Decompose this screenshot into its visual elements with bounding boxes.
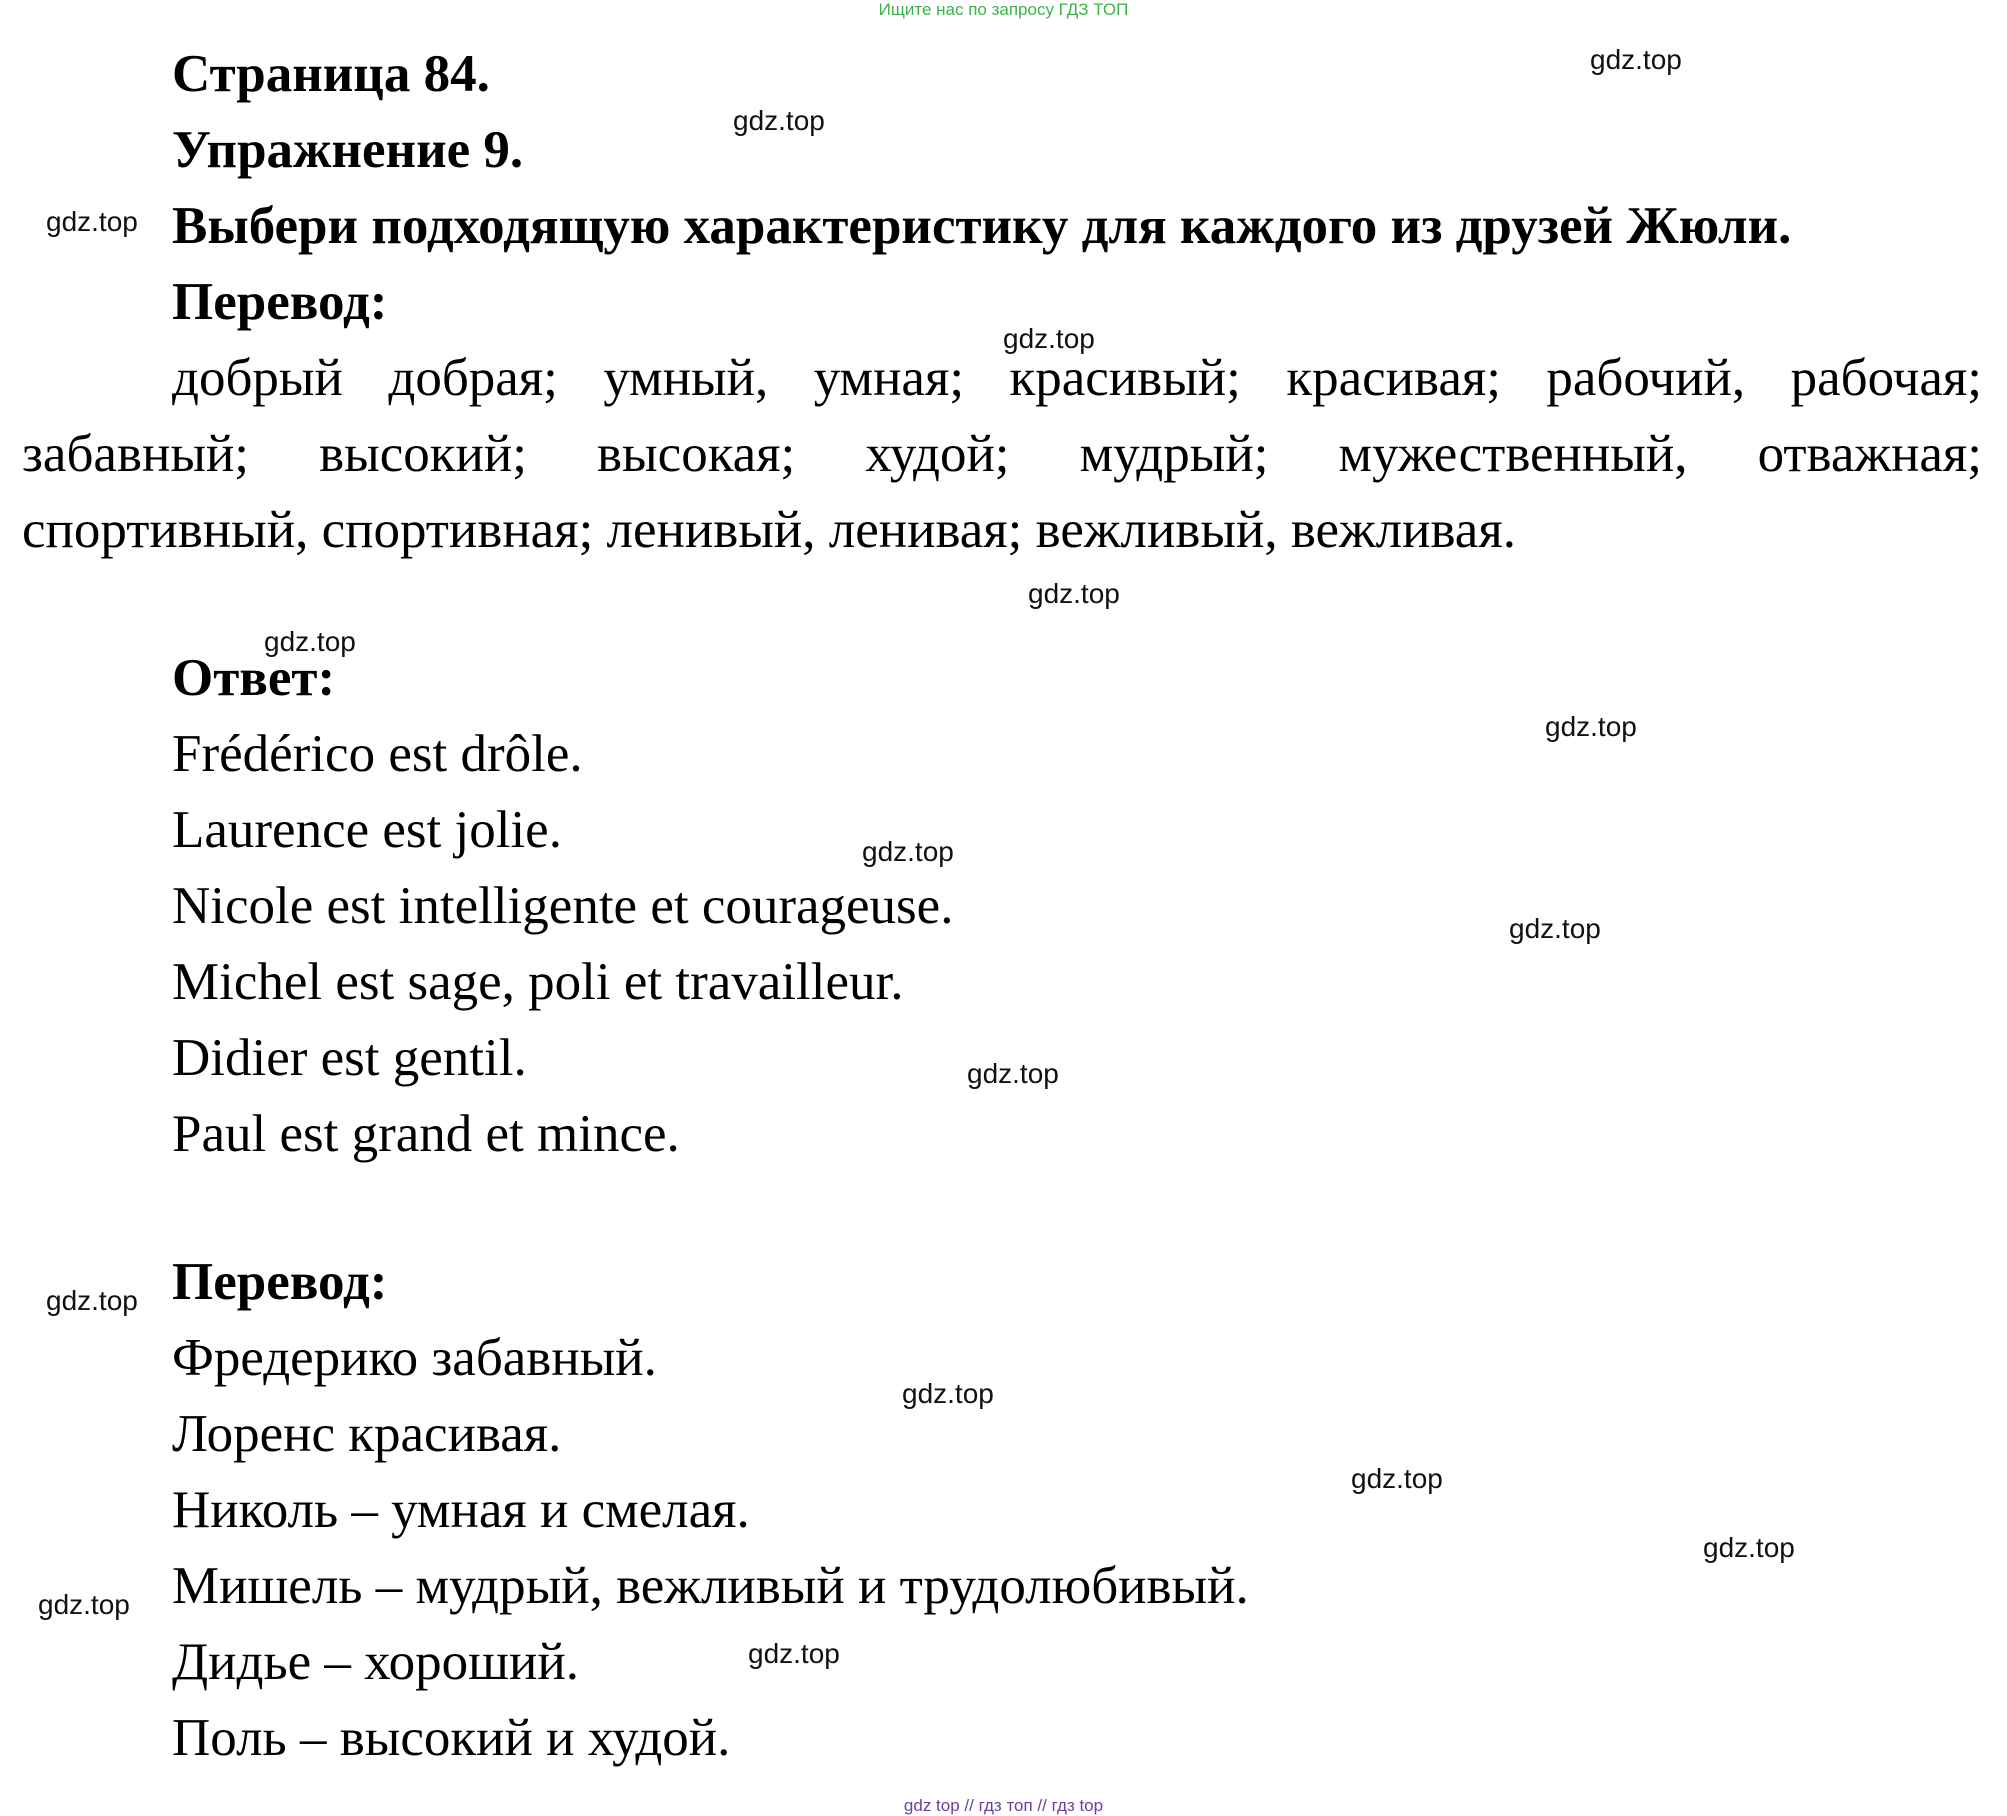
vocab-line-3: спортивный, спортивная; ленивый, ленивая; вежливый, вежливая.: [22, 501, 1516, 559]
translation-line-3: Николь – умная и смелая.: [172, 1481, 750, 1539]
translation-line-6: Поль – высокий и худой.: [172, 1709, 731, 1767]
vocab-line-2: забавный; высокий; высокая; худой; мудрый; мужественный, отважная;: [22, 425, 1982, 483]
watermark: gdz.top: [38, 1589, 130, 1620]
watermark: gdz.top: [264, 626, 356, 657]
answer-translation-label: Перевод:: [172, 1253, 388, 1311]
watermark: gdz.top: [862, 836, 954, 867]
answer-line-5: Didier est gentil.: [172, 1029, 527, 1087]
watermark: gdz.top: [1545, 711, 1637, 742]
answer-line-3: Nicole est intelligente et courageuse.: [172, 877, 954, 935]
watermark: gdz.top: [967, 1058, 1059, 1089]
page-heading: Страница 84.: [172, 45, 490, 103]
answer-line-4: Michel est sage, poli et travailleur.: [172, 953, 904, 1011]
watermark: gdz.top: [1590, 44, 1682, 75]
watermark: gdz.top: [46, 1285, 138, 1316]
answer-line-2: Laurence est jolie.: [172, 801, 562, 859]
vocab-line-1: добрый добрая; умный, умная; красивый; красивая; рабочий, рабочая;: [172, 349, 1982, 407]
watermark: gdz.top: [902, 1378, 994, 1409]
task-text: Выбери подходящую характеристику для каждого из друзей Жюли.: [172, 197, 1792, 255]
translation-line-4: Мишель – мудрый, вежливый и трудолюбивый.: [172, 1557, 1249, 1615]
exercise-heading: Упражнение 9.: [172, 121, 524, 179]
answer-line-1: Frédérico est drôle.: [172, 725, 583, 783]
watermark: gdz.top: [1703, 1532, 1795, 1563]
watermark: gdz.top: [1351, 1463, 1443, 1494]
watermark: gdz.top: [1509, 913, 1601, 944]
watermark: gdz.top: [46, 206, 138, 237]
watermark: gdz.top: [1028, 578, 1120, 609]
bottom-banner: gdz top // гдз топ // гдз top: [903, 1796, 1104, 1815]
translation-line-2: Лоренс красивая.: [172, 1405, 562, 1463]
translation-line-1: Фредерико забавный.: [172, 1329, 657, 1387]
top-banner: Ищите нас по запросу ГДЗ ТОП: [878, 0, 1129, 19]
watermark: gdz.top: [733, 105, 825, 136]
answer-line-6: Paul est grand et mince.: [172, 1105, 680, 1163]
answer-label: Ответ:: [172, 649, 336, 707]
vocab-translation-label: Перевод:: [172, 273, 388, 331]
translation-line-5: Дидье – хороший.: [172, 1633, 579, 1691]
watermark: gdz.top: [748, 1638, 840, 1669]
watermark: gdz.top: [1003, 323, 1095, 354]
